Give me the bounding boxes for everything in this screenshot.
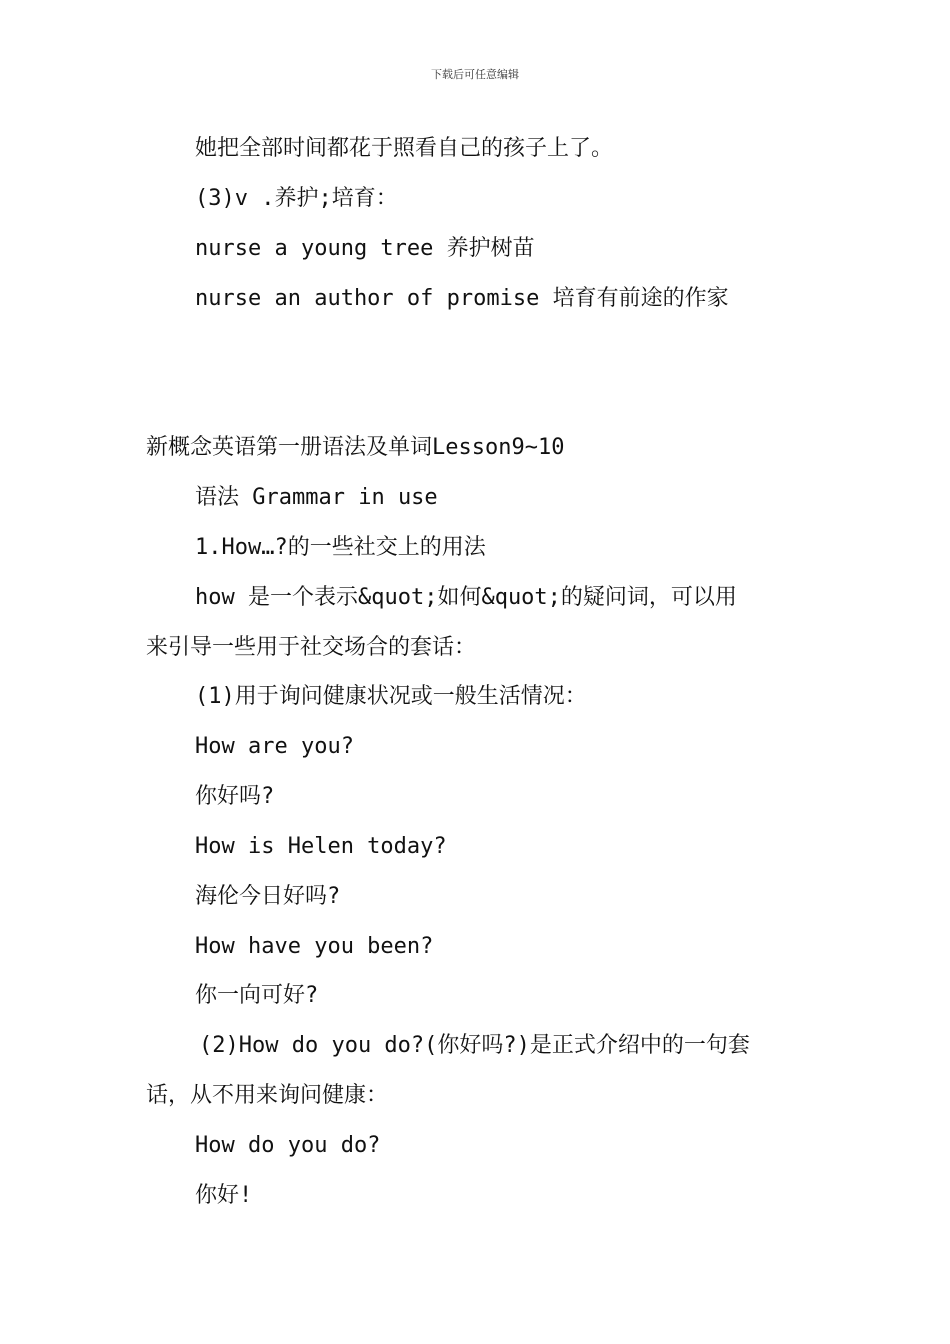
text-line: 来引导一些用于社交场合的套话： [146, 635, 477, 660]
text-line: 她把全部时间都花于照看自己的孩子上了。 [195, 136, 614, 161]
text-line: 话，从不用来询问健康： [146, 1083, 389, 1108]
example-line: How have you been? [195, 934, 434, 959]
text-line: nurse a young tree 养护树苗 [195, 236, 535, 261]
text-line: (3)v .养护;培育： [195, 186, 398, 211]
example-line: How do you do? [195, 1133, 381, 1158]
example-translation: 你好吗? [195, 784, 275, 809]
text-line: 1.How…?的一些社交上的用法 [195, 535, 486, 560]
section-title: 新概念英语第一册语法及单词Lesson9~10 [146, 435, 565, 460]
text-line: nurse an author of promise 培育有前途的作家 [195, 286, 729, 311]
text-line: how 是一个表示&quot;如何&quot;的疑问词，可以用 [195, 585, 737, 610]
example-line: How is Helen today? [195, 834, 447, 859]
example-line: How are you? [195, 734, 354, 759]
subheading: 语法 Grammar in use [195, 485, 438, 510]
text-line: (1)用于询问健康状况或一般生活情况： [195, 684, 587, 709]
example-translation: 海伦今日好吗? [195, 884, 341, 909]
example-translation: 你一向可好? [195, 983, 319, 1008]
example-translation: 你好! [195, 1183, 253, 1208]
text-line: (2)How do you do?(你好吗?)是正式介绍中的一句套 [199, 1033, 750, 1058]
page-header-note: 下载后可任意编辑 [431, 68, 519, 81]
